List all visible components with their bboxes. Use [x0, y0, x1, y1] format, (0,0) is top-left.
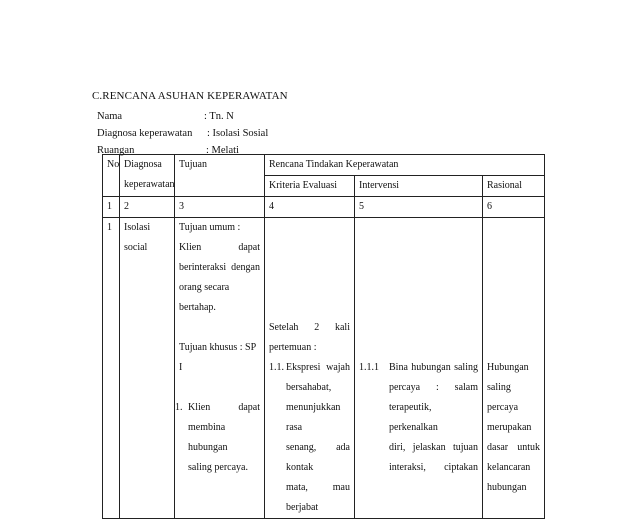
table-row — [103, 218, 545, 519]
intervensi-item: 1.1.1 Bina hubungan saling percaya : salam terapeutik, perkenalkan diri, jelaskan tujuan interaksi, ciptakan — [359, 362, 478, 473]
info-nama — [97, 111, 234, 122]
info-diagnosa — [97, 128, 269, 139]
info-label: Diagnosa keperawatan — [97, 128, 193, 139]
row-intervensi — [355, 218, 483, 519]
header-rasional: Rasional — [483, 176, 545, 197]
col-number: 6 — [483, 197, 545, 218]
document-title: C.RENCANA ASUHAN KEPERAWATAN — [92, 90, 288, 102]
info-label: Nama — [97, 111, 123, 122]
care-plan-table — [102, 154, 545, 519]
row-tujuan: Tujuan umum : Klien dapat berinteraksi dengan orang secara bertahap. Tujuan khusus : SP I 1. Klien dapat membina hubungan saling percaya. — [175, 218, 265, 519]
col-number: 2 — [120, 197, 175, 218]
header-no: No — [103, 155, 120, 197]
info-label: Ruangan — [97, 145, 135, 156]
col-number: 4 — [265, 197, 355, 218]
header-tujuan: Tujuan — [175, 155, 265, 197]
row-diagnosa: Isolasi social — [120, 218, 175, 519]
header-diagnosa: Diagnosa keperawatan — [120, 155, 175, 197]
header-kriteria: Kriteria Evaluasi — [265, 176, 355, 197]
table-number-row — [103, 197, 545, 218]
row-no: 1 — [103, 218, 120, 519]
col-number: 3 — [175, 197, 265, 218]
info-value: : Melati — [206, 145, 239, 156]
info-value: : Tn. N — [204, 111, 234, 122]
info-value: : Isolasi Sosial — [207, 128, 269, 139]
kriteria-item: 1.1. Ekspresi wajah bersahabat, menunjukkan rasa senang, ada kontak mata, mau berjabat — [269, 362, 350, 513]
col-number: 5 — [355, 197, 483, 218]
col-number: 1 — [103, 197, 120, 218]
row-rasional: Hubungan saling percaya merupakan dasar untuk kelancaran hubungan — [483, 218, 545, 519]
table-header-row — [103, 155, 545, 176]
row-kriteria: Setelah 2 kali pertemuan : 1.1. Ekspresi wajah bersahabat, menunjukkan rasa senang, ada kontak mata, mau berjabat — [265, 218, 355, 519]
header-rencana: Rencana Tindakan Keperawatan — [265, 155, 545, 176]
tujuan-khusus-item: 1. Klien dapat membina hubungan saling percaya. — [175, 402, 260, 473]
header-intervensi: Intervensi — [355, 176, 483, 197]
tujuan-khusus-title: Tujuan khusus : SP I — [179, 342, 256, 373]
